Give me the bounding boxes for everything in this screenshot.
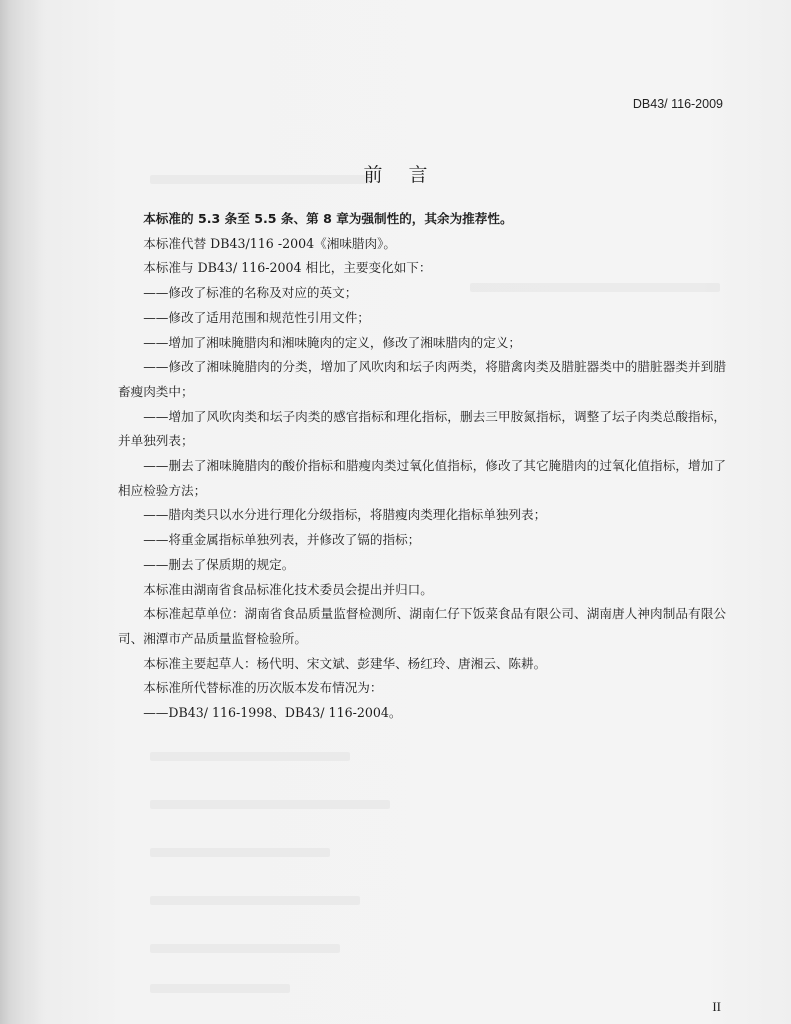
change-item: ——将重金属指标单独列表，并修改了镉的指标； xyxy=(143,532,421,548)
history-item: ——DB43/ 116-1998、DB43/ 116-2004。 xyxy=(143,705,402,721)
show-through-text xyxy=(150,944,340,953)
change-item: ——腊肉类只以水分进行理化分级指标，将腊瘦肉类理化指标单独列表； xyxy=(143,507,547,523)
show-through-text xyxy=(150,984,290,993)
show-through-text xyxy=(150,800,390,809)
document-code: DB43/ 116-2009 xyxy=(632,97,723,111)
change-item: ——删去了湘味腌腊肉的酸价指标和腊瘦肉类过氧化值指标，修改了其它腌腊肉的过氧化值指标，增加了相应检验方法； xyxy=(118,458,726,498)
mandatory-clause-statement: 本标准的 5.3 条至 5.5 条、第 8 章为强制性的，其余为推荐性。 xyxy=(143,211,513,226)
change-item: ——修改了湘味腌腊肉的分类，增加了风吹肉和坛子肉两类，将腊禽肉类及腊脏器类中的腊脏器类并到腊畜瘦肉类中； xyxy=(118,359,726,399)
page-number: II xyxy=(712,999,721,1014)
show-through-text xyxy=(150,752,350,761)
change-item: ——增加了风吹肉类和坛子肉类的感官指标和理化指标，删去三甲胺氮指标，调整了坛子肉类总酸指标，并单独列表； xyxy=(118,408,726,449)
change-item: ——增加了湘味腌腊肉和湘味腌肉的定义，修改了湘味腊肉的定义； xyxy=(143,334,521,350)
foreword-body xyxy=(118,207,726,726)
page-title: 前言 xyxy=(363,164,454,186)
change-item: ——删去了保质期的规定。 xyxy=(143,556,295,572)
show-through-text xyxy=(150,848,330,857)
show-through-text xyxy=(150,896,360,905)
history-intro: 本标准所代替标准的历次版本发布情况为： xyxy=(143,680,383,696)
binding-shadow xyxy=(0,0,44,1024)
replacement-statement: 本标准代替 DB43/116 -2004《湘味腊肉》。 xyxy=(143,235,396,251)
drafting-units: 本标准起草单位：湖南省食品质量监督检测所、湖南仁仔下饭菜食品有限公司、湖南唐人神肉制品有限公司、湘潭市产品质量监督检验所。 xyxy=(118,606,726,646)
changes-intro: 本标准与 DB43/ 116-2004 相比，主要变化如下： xyxy=(143,260,432,276)
proposer-statement: 本标准由湖南省食品标准化技术委员会提出并归口。 xyxy=(143,581,433,597)
change-item: ——修改了适用范围和规范性引用文件； xyxy=(143,309,370,325)
change-item: ——修改了标准的名称及对应的英文； xyxy=(143,285,358,301)
drafters: 本标准主要起草人：杨代明、宋文斌、彭建华、杨红玲、唐湘云、陈耕。 xyxy=(143,655,547,671)
